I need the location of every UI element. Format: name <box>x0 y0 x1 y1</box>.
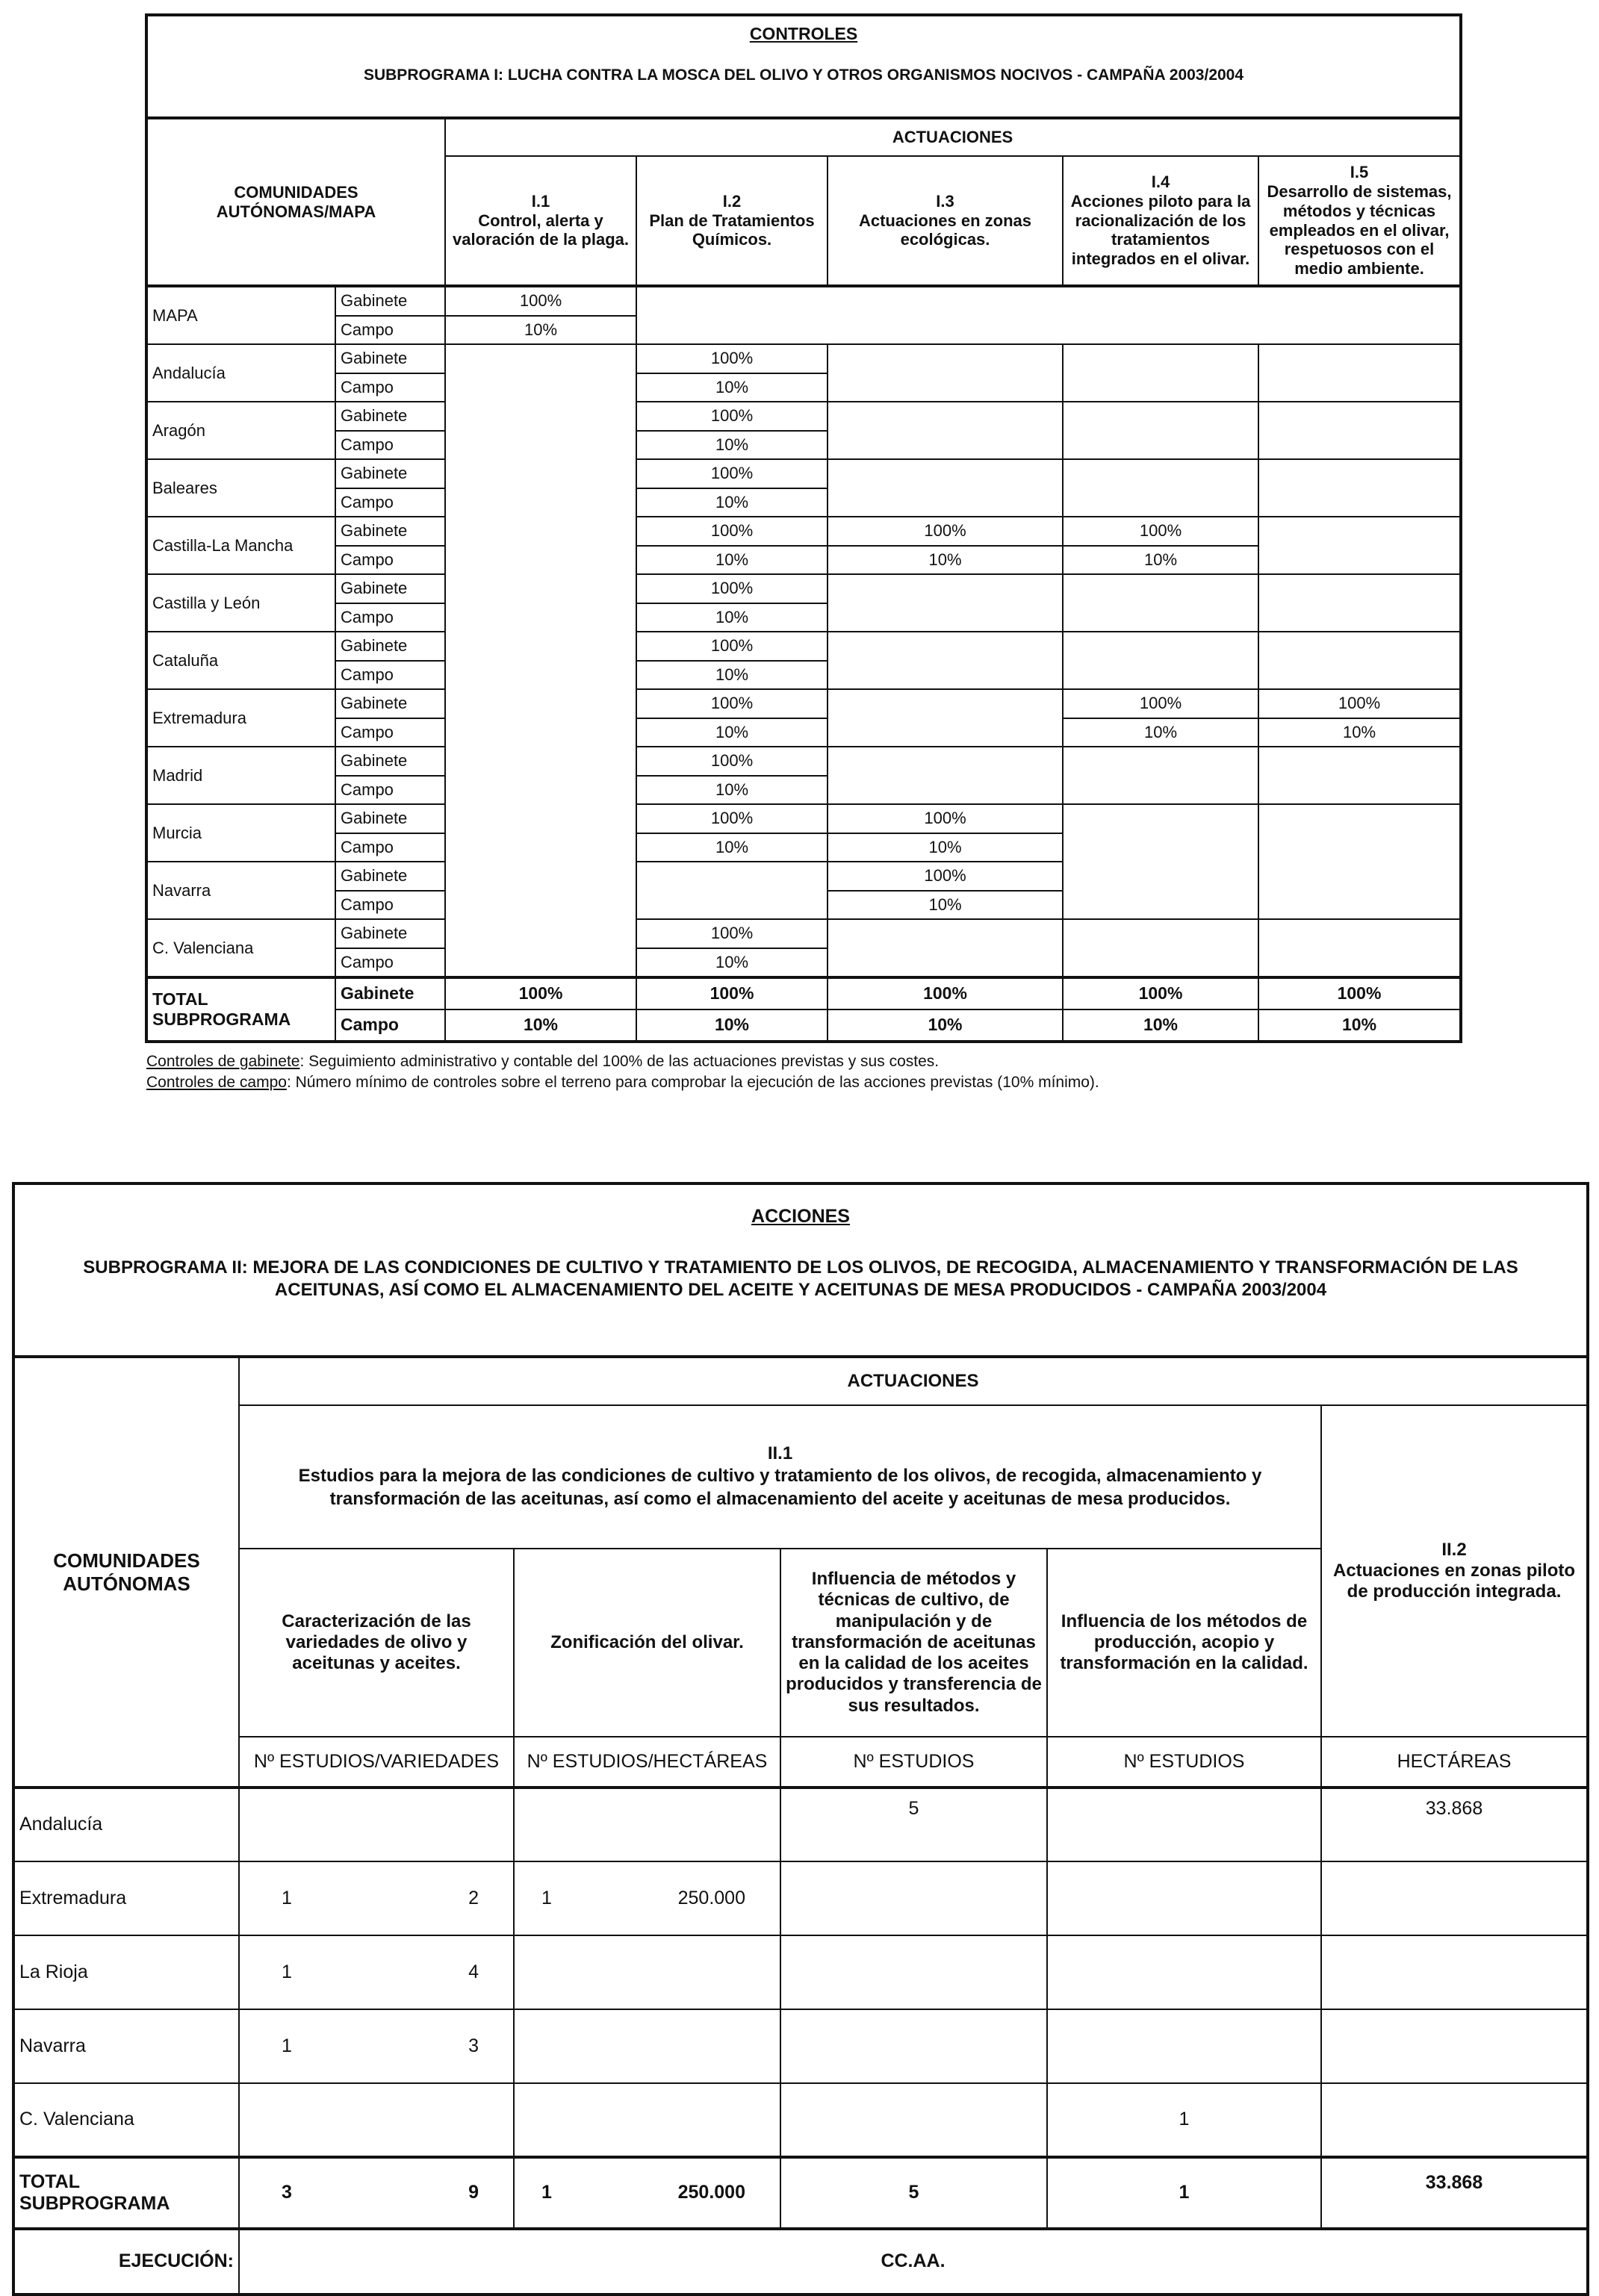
col-header-i3: I.3 Actuaciones en zonas ecológicas. <box>828 156 1063 286</box>
cell-value: 100% <box>636 632 828 661</box>
cell-value: 10% <box>636 776 828 805</box>
total-varieties: 3 9 <box>239 2157 514 2229</box>
execution-label: EJECUCIÓN: <box>13 2229 239 2295</box>
empty-cell <box>828 344 1063 402</box>
col-header-i2: I.2 Plan de Tratamientos Químicos. <box>636 156 828 286</box>
cell-value: 33.868 <box>1321 1788 1588 1861</box>
empty-cell <box>1063 747 1258 804</box>
cell-value: 100% <box>445 286 636 316</box>
empty-cell <box>828 689 1063 747</box>
empty-cell <box>828 747 1063 804</box>
empty-cell <box>1258 574 1461 632</box>
cell-value: 10% <box>445 316 636 345</box>
controls-heading: CONTROLES <box>749 24 858 43</box>
subcol-production-influence: Influencia de los métodos de producción, acopio y transformación en la calidad. <box>1047 1549 1321 1737</box>
empty-cell <box>1063 459 1258 517</box>
cell-value: 10% <box>828 891 1063 920</box>
type-label: Campo <box>335 431 445 460</box>
type-label: Gabinete <box>335 517 445 546</box>
cell-value: 10% <box>1258 718 1461 747</box>
cell-value <box>780 2009 1047 2083</box>
type-label: Gabinete <box>335 286 445 316</box>
unit-label: Nº ESTUDIOS <box>780 1737 1047 1788</box>
actions-communities-header: COMUNIDADES AUTÓNOMAS <box>13 1357 239 1788</box>
type-label: Campo <box>335 546 445 575</box>
type-label: Gabinete <box>335 804 445 833</box>
empty-cell <box>1258 919 1461 977</box>
type-label: Campo <box>335 1009 445 1042</box>
empty-block <box>636 286 1461 344</box>
type-label: Campo <box>335 316 445 345</box>
note-gabinete: Controles de gabinete: Seguimiento administrativo y contable del 100% de las actuaciones previstas y sus costes. <box>146 1053 940 1070</box>
zoning-cell <box>514 2083 780 2157</box>
region-name: Andalucía <box>146 344 335 402</box>
empty-i1-column <box>445 344 636 977</box>
cell-value <box>780 1935 1047 2009</box>
cell-value: 10% <box>636 948 828 978</box>
cell-value: 10% <box>636 488 828 517</box>
type-label: Campo <box>335 603 445 632</box>
type-label: Gabinete <box>335 402 445 431</box>
cell-value: 100% <box>1063 517 1258 546</box>
type-label: Gabinete <box>335 574 445 603</box>
empty-cell <box>1063 344 1258 402</box>
total-value: 100% <box>1258 977 1461 1009</box>
total-value: 10% <box>828 1009 1063 1042</box>
type-label: Gabinete <box>335 862 445 891</box>
cell-value: 100% <box>636 689 828 718</box>
cell-value: 10% <box>636 833 828 862</box>
cell-value <box>1321 2083 1588 2157</box>
empty-cell <box>1258 632 1461 689</box>
empty-cell <box>1258 459 1461 517</box>
region-name: Navarra <box>146 862 335 919</box>
empty-cell <box>1063 574 1258 632</box>
region-name: Murcia <box>146 804 335 862</box>
type-label: Gabinete <box>335 344 445 373</box>
varieties-cell <box>239 1788 514 1861</box>
cell-value: 10% <box>1063 546 1258 575</box>
type-label: Gabinete <box>335 632 445 661</box>
empty-cell <box>1258 747 1461 804</box>
cell-value <box>1047 2009 1321 2083</box>
empty-cell <box>828 919 1063 977</box>
col-header-i5: I.5 Desarrollo de sistemas, métodos y técnicas empleados en el olivar, respetuosos con el medio ambiente. <box>1258 156 1461 286</box>
cell-value: 100% <box>636 517 828 546</box>
region-name: Baleares <box>146 459 335 517</box>
empty-cell <box>828 402 1063 459</box>
empty-cell <box>1063 632 1258 689</box>
cell-value <box>780 2083 1047 2157</box>
empty-cell <box>828 632 1063 689</box>
zoning-cell <box>514 1788 780 1861</box>
cell-value: 100% <box>828 517 1063 546</box>
region-name: La Rioja <box>13 1935 239 2009</box>
total-value: 100% <box>1063 977 1258 1009</box>
region-name: Madrid <box>146 747 335 804</box>
varieties-cell <box>239 2083 514 2157</box>
cell-value: 10% <box>636 718 828 747</box>
subcol-zoning: Zonificación del olivar. <box>514 1549 780 1737</box>
type-label: Gabinete <box>335 689 445 718</box>
cell-value: 10% <box>636 373 828 402</box>
total-value: 100% <box>636 977 828 1009</box>
region-name: C. Valenciana <box>146 919 335 977</box>
unit-label: HECTÁREAS <box>1321 1737 1588 1788</box>
zoning-cell <box>514 1935 780 2009</box>
type-label: Gabinete <box>335 977 445 1009</box>
cell-value: 5 <box>780 1788 1047 1861</box>
region-name: Navarra <box>13 2009 239 2083</box>
actions-heading: ACCIONES <box>751 1206 850 1227</box>
cell-value: 100% <box>636 919 828 948</box>
zoning-cell: 1 250.000 <box>514 1861 780 1935</box>
region-name: C. Valenciana <box>13 2083 239 2157</box>
unit-label: Nº ESTUDIOS/HECTÁREAS <box>514 1737 780 1788</box>
region-name: Extremadura <box>13 1861 239 1935</box>
actions-table <box>12 1182 1589 2296</box>
cell-value: 10% <box>636 661 828 690</box>
total-value: 100% <box>828 977 1063 1009</box>
actions-subtitle: SUBPROGRAMA II: MEJORA DE LAS CONDICIONES DE CULTIVO Y TRATAMIENTO DE LOS OLIVOS, DE RECOGIDA, ALMACENAMIENTO Y TRANSFORMACIÓN DE LAS ACEITUNAS, ASÍ COMO EL ALMACENAMIENTO DEL ACEITE Y ACEITUNAS DE MESA PRODUCIDOS - CAMPAÑA 2003/2004 <box>83 1257 1518 1300</box>
cell-value: 100% <box>1258 689 1461 718</box>
type-label: Campo <box>335 718 445 747</box>
controls-subtitle: SUBPROGRAMA I: LUCHA CONTRA LA MOSCA DEL OLIVO Y OTROS ORGANISMOS NOCIVOS - CAMPAÑA 2003/2004 <box>363 66 1244 84</box>
empty-cell <box>636 862 828 919</box>
subcol-methods-influence: Influencia de métodos y técnicas de cultivo, de manipulación y de transformación de aceitunas en la calidad de los aceites producidos y transferencia de sus resultados. <box>780 1549 1047 1737</box>
cell-value: 10% <box>636 431 828 460</box>
unit-label: Nº ESTUDIOS/VARIEDADES <box>239 1737 514 1788</box>
region-name: Aragón <box>146 402 335 459</box>
ii1-header: II.1 Estudios para la mejora de las condiciones de cultivo y tratamiento de los olivos, de recogida, almacenamiento y transformación de las aceitunas, así como el almacenamiento del aceite y aceitunas de mesa producidos. <box>239 1405 1321 1549</box>
cell-value: 100% <box>636 804 828 833</box>
empty-cell <box>1258 804 1461 919</box>
type-label: Campo <box>335 833 445 862</box>
cell-value <box>1047 1788 1321 1861</box>
cell-value: 10% <box>636 546 828 575</box>
cell-value <box>1321 1861 1588 1935</box>
type-label: Campo <box>335 373 445 402</box>
total-value: 10% <box>636 1009 828 1042</box>
region-name: Castilla-La Mancha <box>146 517 335 574</box>
ii2-header: II.2 Actuaciones en zonas piloto de producción integrada. <box>1321 1405 1588 1737</box>
cell-value <box>780 1861 1047 1935</box>
type-label: Campo <box>335 776 445 805</box>
cell-value: 10% <box>828 546 1063 575</box>
controls-notes <box>146 1051 1099 1093</box>
total-value: 10% <box>445 1009 636 1042</box>
total-zoning: 1 250.000 <box>514 2157 780 2229</box>
controls-communities-header: COMUNIDADES AUTÓNOMAS/MAPA <box>216 182 376 221</box>
empty-cell <box>1258 517 1461 574</box>
zoning-cell <box>514 2009 780 2083</box>
cell-value: 10% <box>828 833 1063 862</box>
region-name: MAPA <box>146 286 335 344</box>
note-campo: Controles de campo: Número mínimo de controles sobre el terreno para comprobar la ejecución de las acciones previstas (10% mínimo). <box>146 1074 1099 1091</box>
total-value: 10% <box>1063 1009 1258 1042</box>
varieties-cell: 1 3 <box>239 2009 514 2083</box>
col-header-i4: I.4 Acciones piloto para la racionalización de los tratamientos integrados en el olivar. <box>1063 156 1258 286</box>
cell-value: 100% <box>636 459 828 488</box>
controls-table <box>145 13 1462 1043</box>
type-label: Campo <box>335 661 445 690</box>
type-label: Gabinete <box>335 459 445 488</box>
col-header-i1: I.1 Control, alerta y valoración de la plaga. <box>445 156 636 286</box>
cell-value <box>1047 1861 1321 1935</box>
empty-cell <box>1063 804 1258 919</box>
total-value: 5 <box>780 2157 1047 2229</box>
empty-cell <box>1063 402 1258 459</box>
region-name: Cataluña <box>146 632 335 689</box>
region-name: Castilla y León <box>146 574 335 632</box>
empty-cell <box>1258 344 1461 402</box>
type-label: Campo <box>335 488 445 517</box>
subcol-varieties: Caracterización de las variedades de olivo y aceitunas y aceites. <box>239 1549 514 1737</box>
cell-value: 100% <box>636 574 828 603</box>
type-label: Gabinete <box>335 919 445 948</box>
empty-cell <box>1063 919 1258 977</box>
type-label: Gabinete <box>335 747 445 776</box>
cell-value: 100% <box>636 344 828 373</box>
total-value: 1 <box>1047 2157 1321 2229</box>
region-name: Andalucía <box>13 1788 239 1861</box>
cell-value: 1 <box>1047 2083 1321 2157</box>
total-value: 100% <box>445 977 636 1009</box>
empty-cell <box>828 574 1063 632</box>
total-label: TOTAL SUBPROGRAMA <box>146 977 335 1042</box>
total-label: TOTAL SUBPROGRAMA <box>13 2157 239 2229</box>
type-label: Campo <box>335 948 445 978</box>
cell-value: 100% <box>1063 689 1258 718</box>
cell-value: 100% <box>828 804 1063 833</box>
unit-label: Nº ESTUDIOS <box>1047 1737 1321 1788</box>
actions-header: ACTUACIONES <box>239 1357 1588 1405</box>
varieties-cell: 1 4 <box>239 1935 514 2009</box>
total-value: 10% <box>1258 1009 1461 1042</box>
type-label: Campo <box>335 891 445 920</box>
varieties-cell: 1 2 <box>239 1861 514 1935</box>
cell-value: 10% <box>636 603 828 632</box>
cell-value: 100% <box>828 862 1063 891</box>
controls-actions-header: ACTUACIONES <box>445 118 1461 156</box>
cell-value <box>1047 1935 1321 2009</box>
cell-value: 10% <box>1063 718 1258 747</box>
cell-value <box>1321 1935 1588 2009</box>
total-value: 33.868 <box>1321 2157 1588 2229</box>
empty-cell <box>1258 402 1461 459</box>
region-name: Extremadura <box>146 689 335 747</box>
cell-value: 100% <box>636 747 828 776</box>
cell-value <box>1321 2009 1588 2083</box>
execution-value: CC.AA. <box>881 2250 946 2272</box>
cell-value: 100% <box>636 402 828 431</box>
empty-cell <box>828 459 1063 517</box>
